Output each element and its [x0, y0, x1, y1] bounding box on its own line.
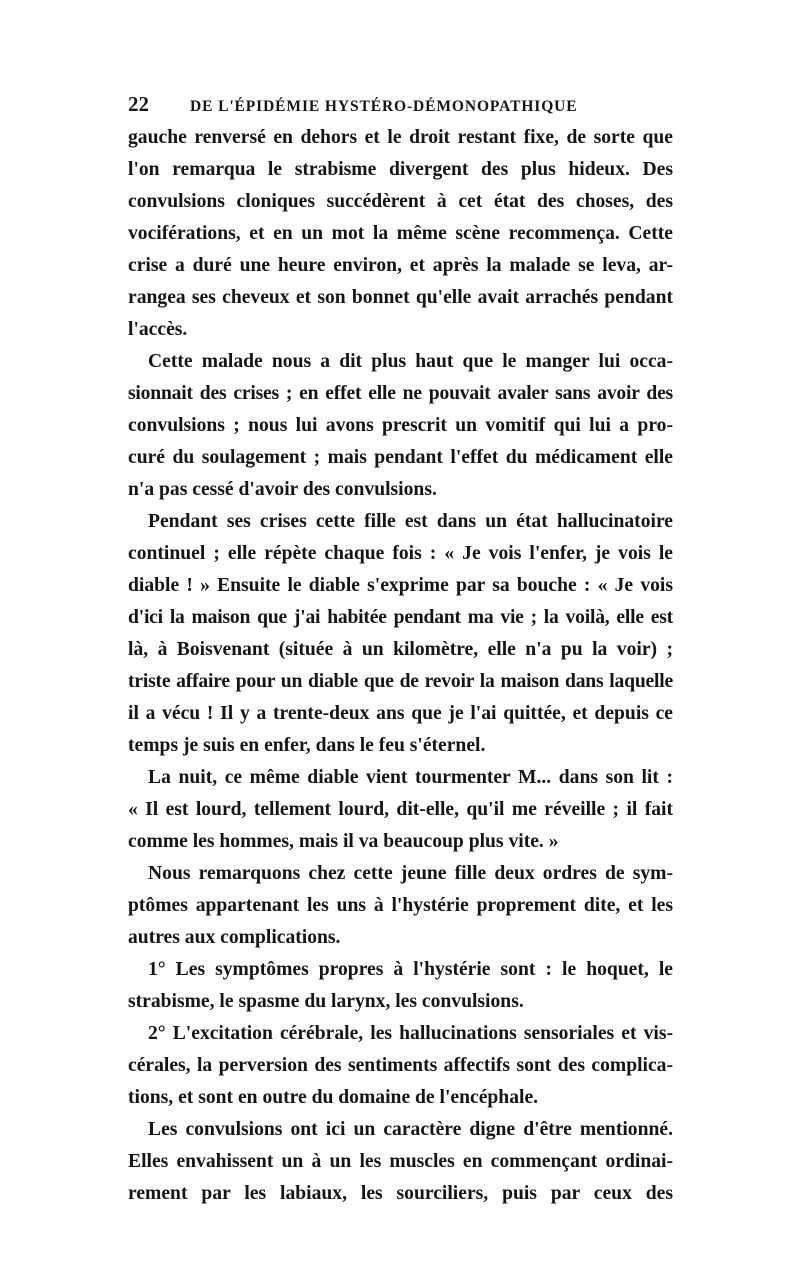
- text-line: vociférations, et en un mot la même scène recommença. Cette: [128, 223, 673, 244]
- text-line: rement par les labiaux, les sourciliers, puis par ceux des: [128, 1183, 673, 1204]
- text-line: ptômes appartenant les uns à l'hystérie proprement dite, et les: [128, 895, 673, 916]
- text-line: « Il est lourd, tellement lourd, dit-elle, qu'il me réveille ; il fait: [128, 799, 673, 820]
- text-line: strabisme, le spasme du larynx, les convulsions.: [128, 991, 524, 1012]
- text-line: l'on remarqua le strabisme divergent des plus hideux. Des: [128, 159, 673, 180]
- body-text: [128, 122, 673, 1210]
- text-line: crise a duré une heure environ, et après la malade se leva, ar-: [128, 255, 673, 276]
- text-line: La nuit, ce même diable vient tourmenter M... dans son lit :: [148, 767, 673, 788]
- text-line: rangea ses cheveux et son bonnet qu'elle avait arrachés pendant: [128, 287, 673, 308]
- text-line: convulsions ; nous lui avons prescrit un vomitif qui lui a pro-: [128, 415, 673, 436]
- text-line: d'ici la maison que j'ai habitée pendant ma vie ; la voilà, elle est: [128, 607, 673, 628]
- text-line: cérales, la perversion des sentiments affectifs sont des complica-: [128, 1055, 673, 1076]
- text-line: curé du soulagement ; mais pendant l'effet du médicament elle: [128, 447, 673, 468]
- text-line: Nous remarquons chez cette jeune fille deux ordres de sym-: [148, 863, 673, 884]
- text-line: Pendant ses crises cette fille est dans un état hallucinatoire: [148, 511, 673, 532]
- text-line: comme les hommes, mais il va beaucoup plus vite. »: [128, 831, 559, 852]
- text-line: Les convulsions ont ici un caractère digne d'être mentionné.: [148, 1119, 673, 1140]
- page-number: 22: [128, 92, 149, 116]
- page-header: [128, 92, 673, 122]
- text-line: n'a pas cessé d'avoir des convulsions.: [128, 479, 437, 500]
- text-line: Elles envahissent un à un les muscles en commençant ordinai-: [128, 1151, 673, 1172]
- text-line: 1° Les symptômes propres à l'hystérie sont : le hoquet, le: [148, 959, 673, 980]
- text-line: Cette malade nous a dit plus haut que le manger lui occa-: [148, 351, 673, 372]
- text-line: convulsions cloniques succédèrent à cet état des choses, des: [128, 191, 673, 212]
- text-line: sionnait des crises ; en effet elle ne pouvait avaler sans avoir des: [128, 383, 673, 404]
- text-line: triste affaire pour un diable que de revoir la maison dans laquelle: [128, 671, 673, 692]
- text-line: temps je suis en enfer, dans le feu s'éternel.: [128, 735, 486, 756]
- text-line: il a vécu ! Il y a trente-deux ans que je l'ai quittée, et depuis ce: [128, 703, 673, 724]
- text-line: l'accès.: [128, 319, 188, 340]
- text-line: 2° L'excitation cérébrale, les hallucinations sensoriales et vis-: [148, 1023, 673, 1044]
- text-line: continuel ; elle répète chaque fois : « Je vois l'enfer, je vois le: [128, 543, 673, 564]
- text-line: diable ! » Ensuite le diable s'exprime par sa bouche : « Je vois: [128, 575, 673, 596]
- book-page: [128, 92, 673, 1210]
- running-head: DE L'ÉPIDÉMIE HYSTÉRO-DÉMONOPATHIQUE: [190, 98, 578, 115]
- text-line: là, à Boisvenant (située à un kilomètre, elle n'a pu la voir) ;: [128, 639, 673, 660]
- text-line: tions, et sont en outre du domaine de l'encéphale.: [128, 1087, 539, 1108]
- text-line: autres aux complications.: [128, 927, 341, 948]
- text-line: gauche renversé en dehors et le droit restant fixe, de sorte que: [128, 127, 673, 148]
